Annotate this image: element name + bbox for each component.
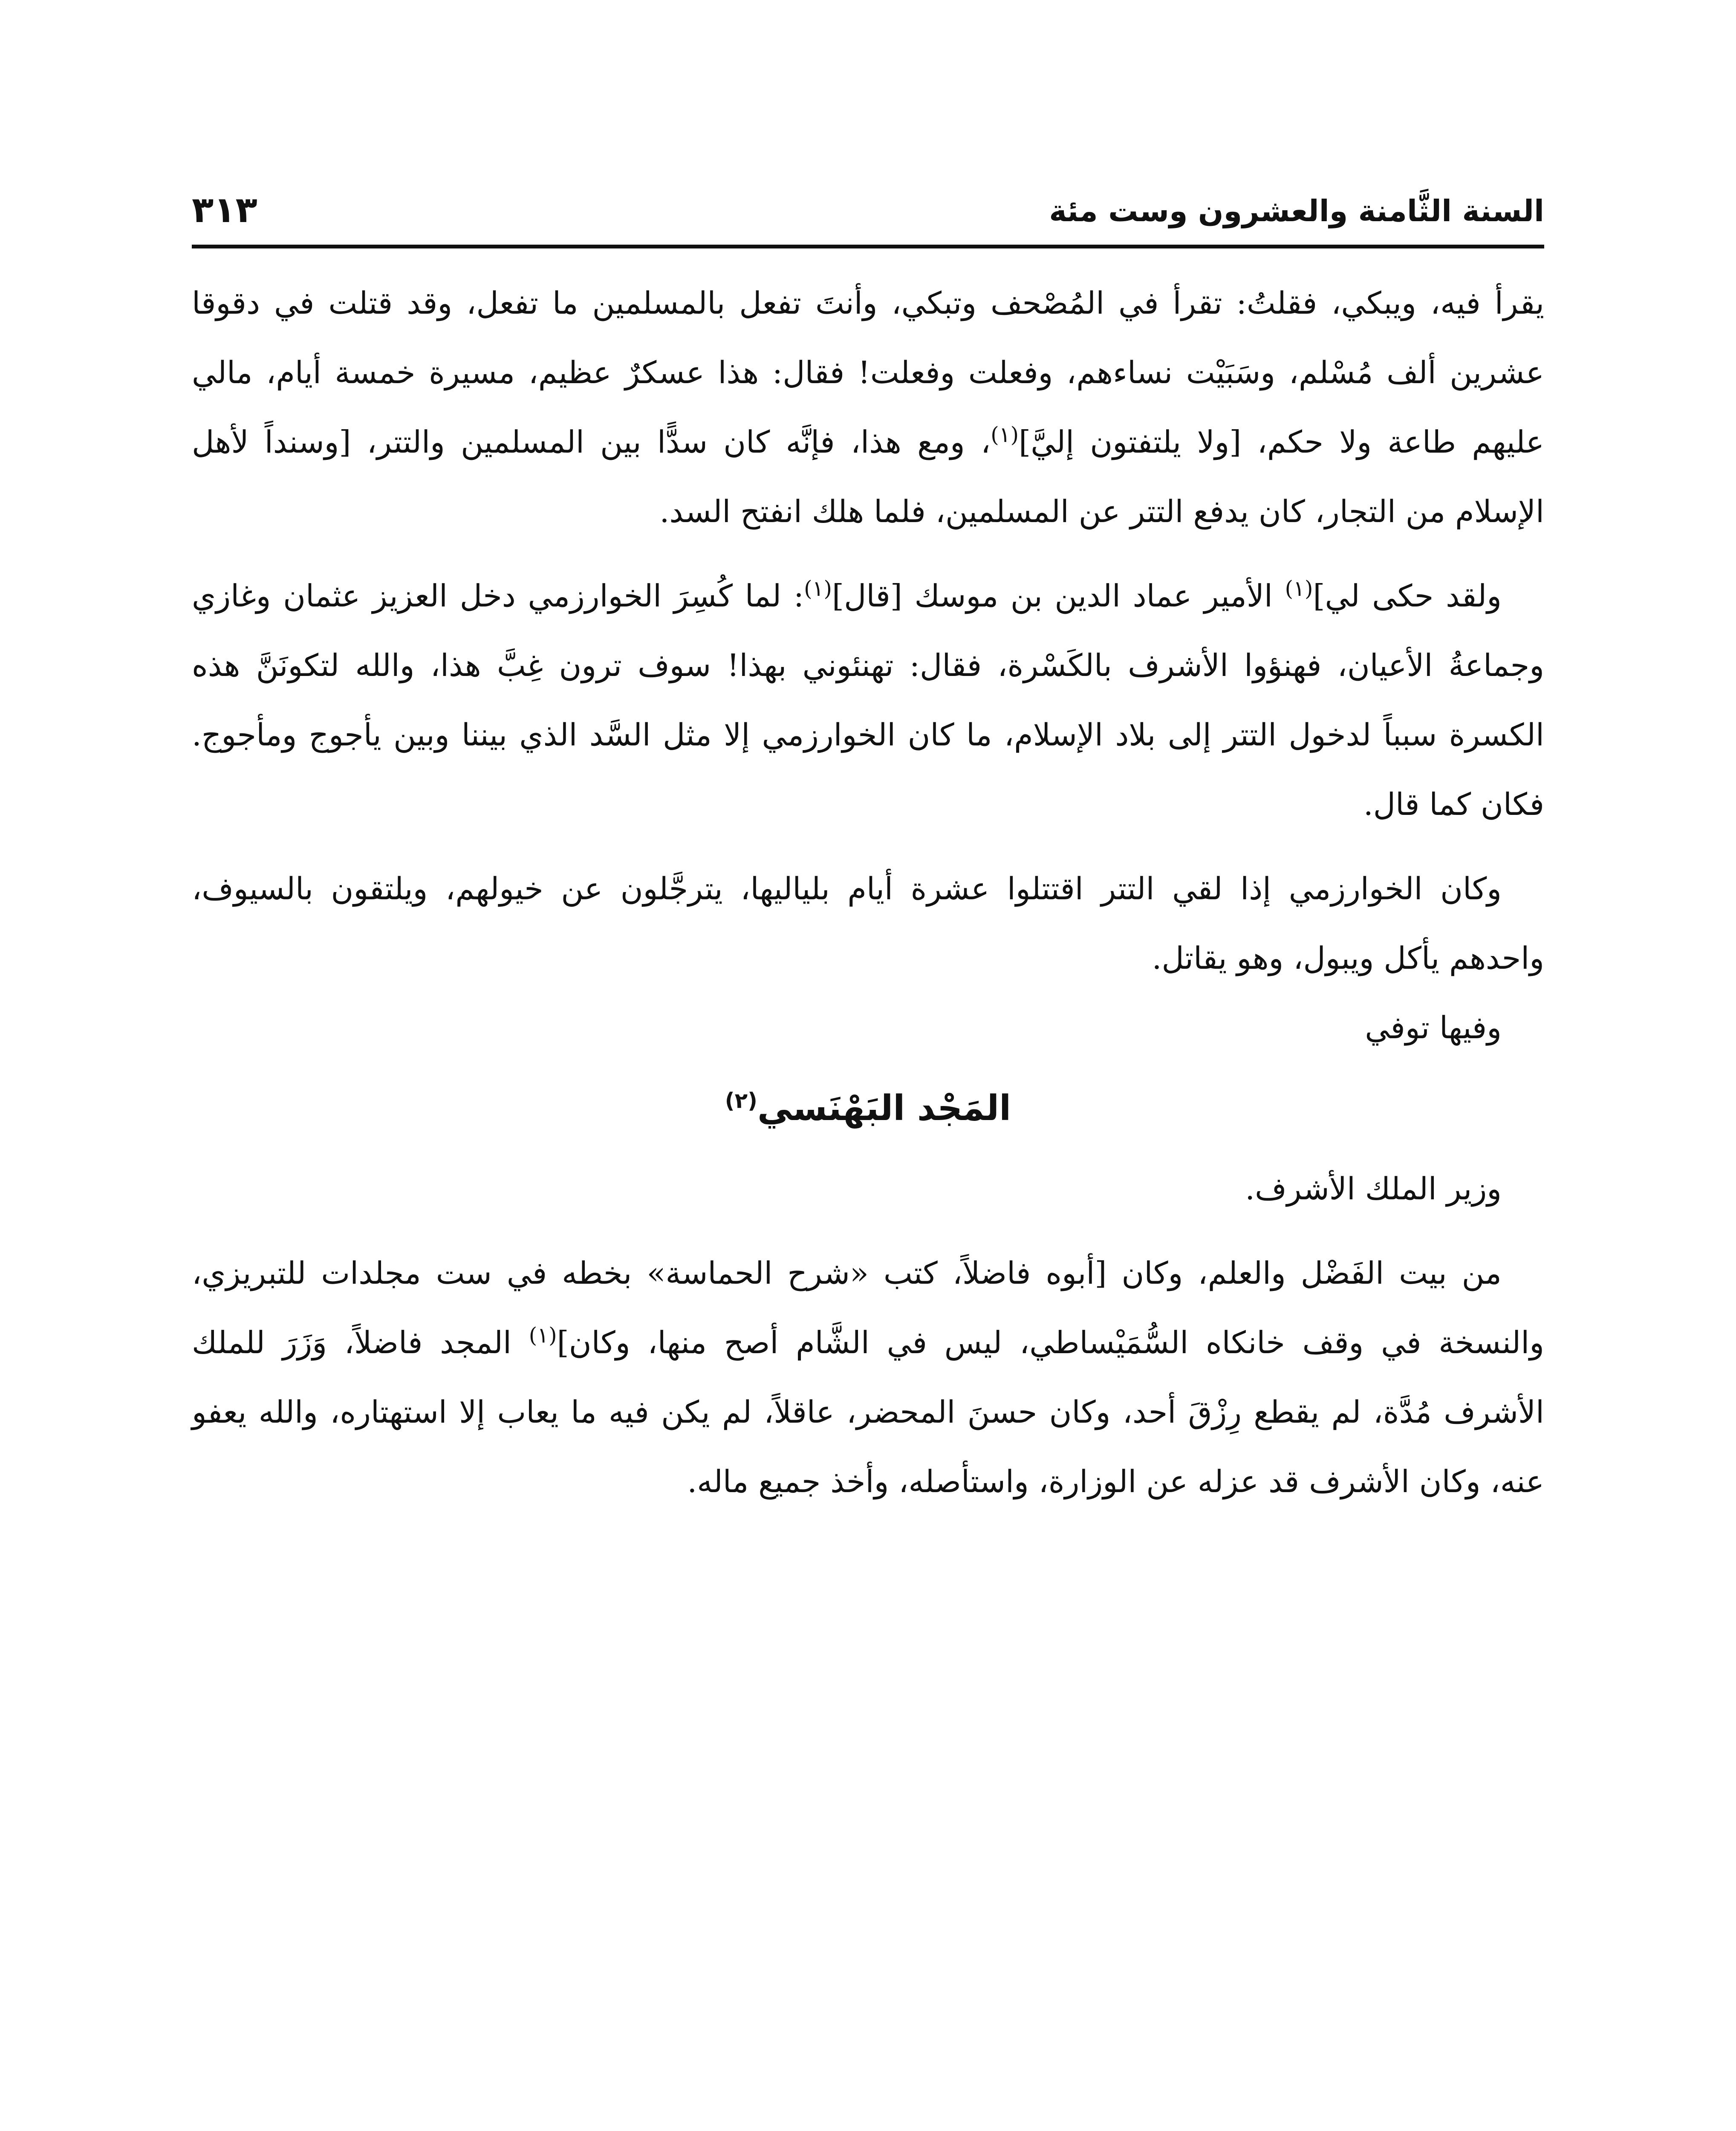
footnote-ref: (٢)	[725, 1088, 757, 1113]
paragraph-4: وفيها توفي	[1365, 1010, 1502, 1045]
page-number: ٣١٣	[192, 189, 257, 231]
section-heading: المَجْد البَهْنَسي$^{(٢)}$	[725, 1088, 1011, 1129]
header-rule	[192, 245, 1544, 248]
main-text	[192, 269, 1544, 1516]
page-header	[192, 153, 1544, 243]
paragraph-3: وكان الخوارزمي إذا لقي التتر اقتتلوا عشرة أيام بلياليها، يترجَّلون عن خيولهم، ويلتقون بالسيوف، واحدهم يأكل ويبول، وهو يقاتل.	[192, 871, 1544, 976]
running-title: السنة الثَّامنة والعشرون وست مئة	[1049, 193, 1544, 228]
footnote-ref: (١)	[1285, 576, 1313, 601]
paragraph-5: وزير الملك الأشرف.	[1245, 1171, 1502, 1207]
paragraph-1: يقرأ فيه، ويبكي، فقلتُ: تقرأ في المُصْحف وتبكي، وأنتَ تفعل بالمسلمين ما تفعل، وقد قتلت في دقوقا عشرين ألف مُسْلم، وسَبَيْت نساءهم، وفعلت وفعلت! فقال: هذا عسكرٌ عظيم، مسيرة خمسة أيام، مالي عليهم طاعة ولا حكم، [ولا يلتفتون إليَّ]$^{(١)}$، ومع هذا، فإنَّه كان سدًّا بين المسلمين والتتر، [وسنداً لأهل الإسلام من التجار، كان يدفع التتر عن المسلمين، فلما هلك انفتح السد.	[192, 285, 1544, 529]
footnote-ref: (١)	[804, 576, 832, 601]
paragraph-2: ولقد حكى لي]$^{(١)}$ الأمير عماد الدين بن موسك [قال]$^{(١)}$: لما كُسِرَ الخوارزمي دخل العزيز عثمان وغازي وجماعةُ الأعيان، فهنؤوا الأشرف بالكَسْرة، فقال: تهنئوني بهذا! سوف ترون غِبَّ هذا، والله لتكونَنَّ هذه الكسرة سبباً لدخول التتر إلى بلاد الإسلام، ما كان الخوارزمي إلا مثل السَّد الذي بيننا وبين يأجوج ومأجوج. فكان كما قال.	[192, 576, 1544, 822]
footnote-ref: (١)	[529, 1323, 557, 1348]
footnote-ref: (١)	[991, 422, 1019, 447]
paragraph-6: من بيت الفَضْل والعلم، وكان [أبوه فاضلاً، كتب «شرح الحماسة» بخطه في ست مجلدات للتبريزي، والنسخة في وقف خانكاه السُّمَيْساطي، ليس في الشَّام أصح منها، وكان]$^{(١)}$ المجد فاضلاً، وَزَرَ للملك الأشرف مُدَّة، لم يقطع رِزْقَ أحد، وكان حسنَ المحضر، عاقلاً، لم يكن فيه ما يعاب إلا استهتاره، والله يعفو عنه، وكان الأشرف قد عزله عن الوزارة، واستأصله، وأخذ جميع ماله.	[192, 1255, 1545, 1499]
